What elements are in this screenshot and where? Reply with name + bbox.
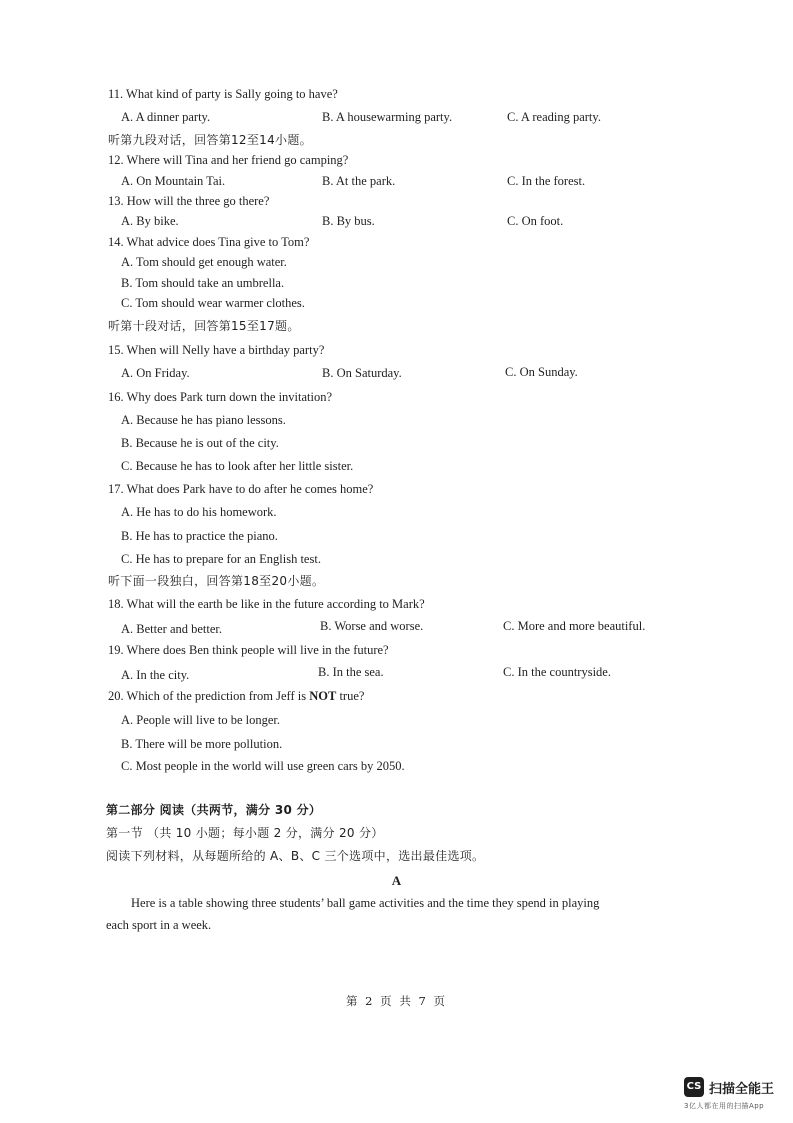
q11-option-c: C. A reading party.	[507, 110, 601, 124]
q17-option-c: C. He has to prepare for an English test.	[121, 552, 321, 566]
part2-title: 第二部分 阅读（共两节，满分 30 分）	[106, 803, 322, 817]
q17-option-b: B. He has to practice the piano.	[121, 529, 278, 543]
instruction-dialogue-9: 听第九段对话，回答第12至14小题。	[108, 133, 312, 147]
q14-option-b: B. Tom should take an umbrella.	[121, 276, 285, 290]
q12-stem: 12. Where will Tina and her friend go camping?	[108, 153, 349, 167]
q20-option-a: A. People will live to be longer.	[121, 713, 281, 727]
q18-option-a: A. Better and better.	[121, 622, 223, 636]
page-number: 第 2 页 共 7 页	[346, 994, 447, 1008]
q19-option-a: A. In the city.	[121, 668, 190, 682]
q20-stem-text: 20. Which of the prediction from Jeff is	[108, 689, 310, 703]
q12-option-a: A. On Mountain Tai.	[121, 174, 226, 188]
q16-stem: 16. Why does Park turn down the invitation?	[108, 390, 333, 404]
q19-option-b: B. In the sea.	[318, 665, 384, 679]
q13-option-b: B. By bus.	[322, 214, 375, 228]
q13-option-a: A. By bike.	[121, 214, 179, 228]
q12-option-b: B. At the park.	[322, 174, 396, 188]
q11-stem: 11. What kind of party is Sally going to have?	[108, 87, 338, 101]
q16-option-c: C. Because he has to look after her little sister.	[121, 459, 354, 473]
q11-option-a: A. A dinner party.	[121, 110, 211, 124]
passage-line-1: Here is a table showing three students’ ball game activities and the time they spend in playing	[131, 896, 600, 910]
instruction-monologue: 听下面一段独白，回答第18至20小题。	[108, 574, 325, 588]
watermark-tagline: 3亿人都在用的扫描App	[684, 1102, 765, 1110]
q20-stem-end: true?	[336, 689, 365, 703]
q15-option-a: A. On Friday.	[121, 366, 190, 380]
scanner-watermark	[684, 1077, 784, 1117]
q14-option-a: A. Tom should get enough water.	[121, 255, 287, 269]
q13-stem: 13. How will the three go there?	[108, 194, 270, 208]
q13-option-c: C. On foot.	[507, 214, 564, 228]
q15-option-c: C. On Sunday.	[505, 365, 578, 379]
watermark-brand: 扫描全能王	[709, 1082, 775, 1097]
q17-option-a: A. He has to do his homework.	[121, 505, 277, 519]
instruction-dialogue-10: 听第十段对话，回答第15至17题。	[108, 319, 300, 333]
q20-option-b: B. There will be more pollution.	[121, 737, 283, 751]
q15-option-b: B. On Saturday.	[322, 366, 402, 380]
camscanner-logo-icon: CS	[684, 1077, 704, 1097]
q16-option-b: B. Because he is out of the city.	[121, 436, 279, 450]
q20-option-c: C. Most people in the world will use green cars by 2050.	[121, 759, 405, 773]
q18-stem: 18. What will the earth be like in the future according to Mark?	[108, 597, 425, 611]
q20-stem-emphasis: NOT	[309, 689, 337, 703]
part2-section1: 第一节 （共 10 小题；每小题 2 分，满分 20 分）	[106, 826, 384, 840]
q19-option-c: C. In the countryside.	[503, 665, 611, 679]
part2-instruction: 阅读下列材料，从每题所给的 A、B、C 三个选项中，选出最佳选项。	[106, 849, 485, 863]
q18-option-c: C. More and more beautiful.	[503, 619, 646, 633]
q14-option-c: C. Tom should wear warmer clothes.	[121, 296, 305, 310]
q15-stem: 15. When will Nelly have a birthday party?	[108, 343, 325, 357]
q20-stem	[108, 688, 364, 704]
passage-line-2: each sport in a week.	[106, 918, 212, 932]
q17-stem: 17. What does Park have to do after he comes home?	[108, 482, 374, 496]
q11-option-b: B. A housewarming party.	[322, 110, 453, 124]
q12-option-c: C. In the forest.	[507, 174, 586, 188]
q14-stem: 14. What advice does Tina give to Tom?	[108, 235, 310, 249]
passage-heading: A	[391, 873, 402, 888]
q16-option-a: A. Because he has piano lessons.	[121, 413, 286, 427]
q19-stem: 19. Where does Ben think people will live in the future?	[108, 643, 389, 657]
q18-option-b: B. Worse and worse.	[320, 619, 424, 633]
